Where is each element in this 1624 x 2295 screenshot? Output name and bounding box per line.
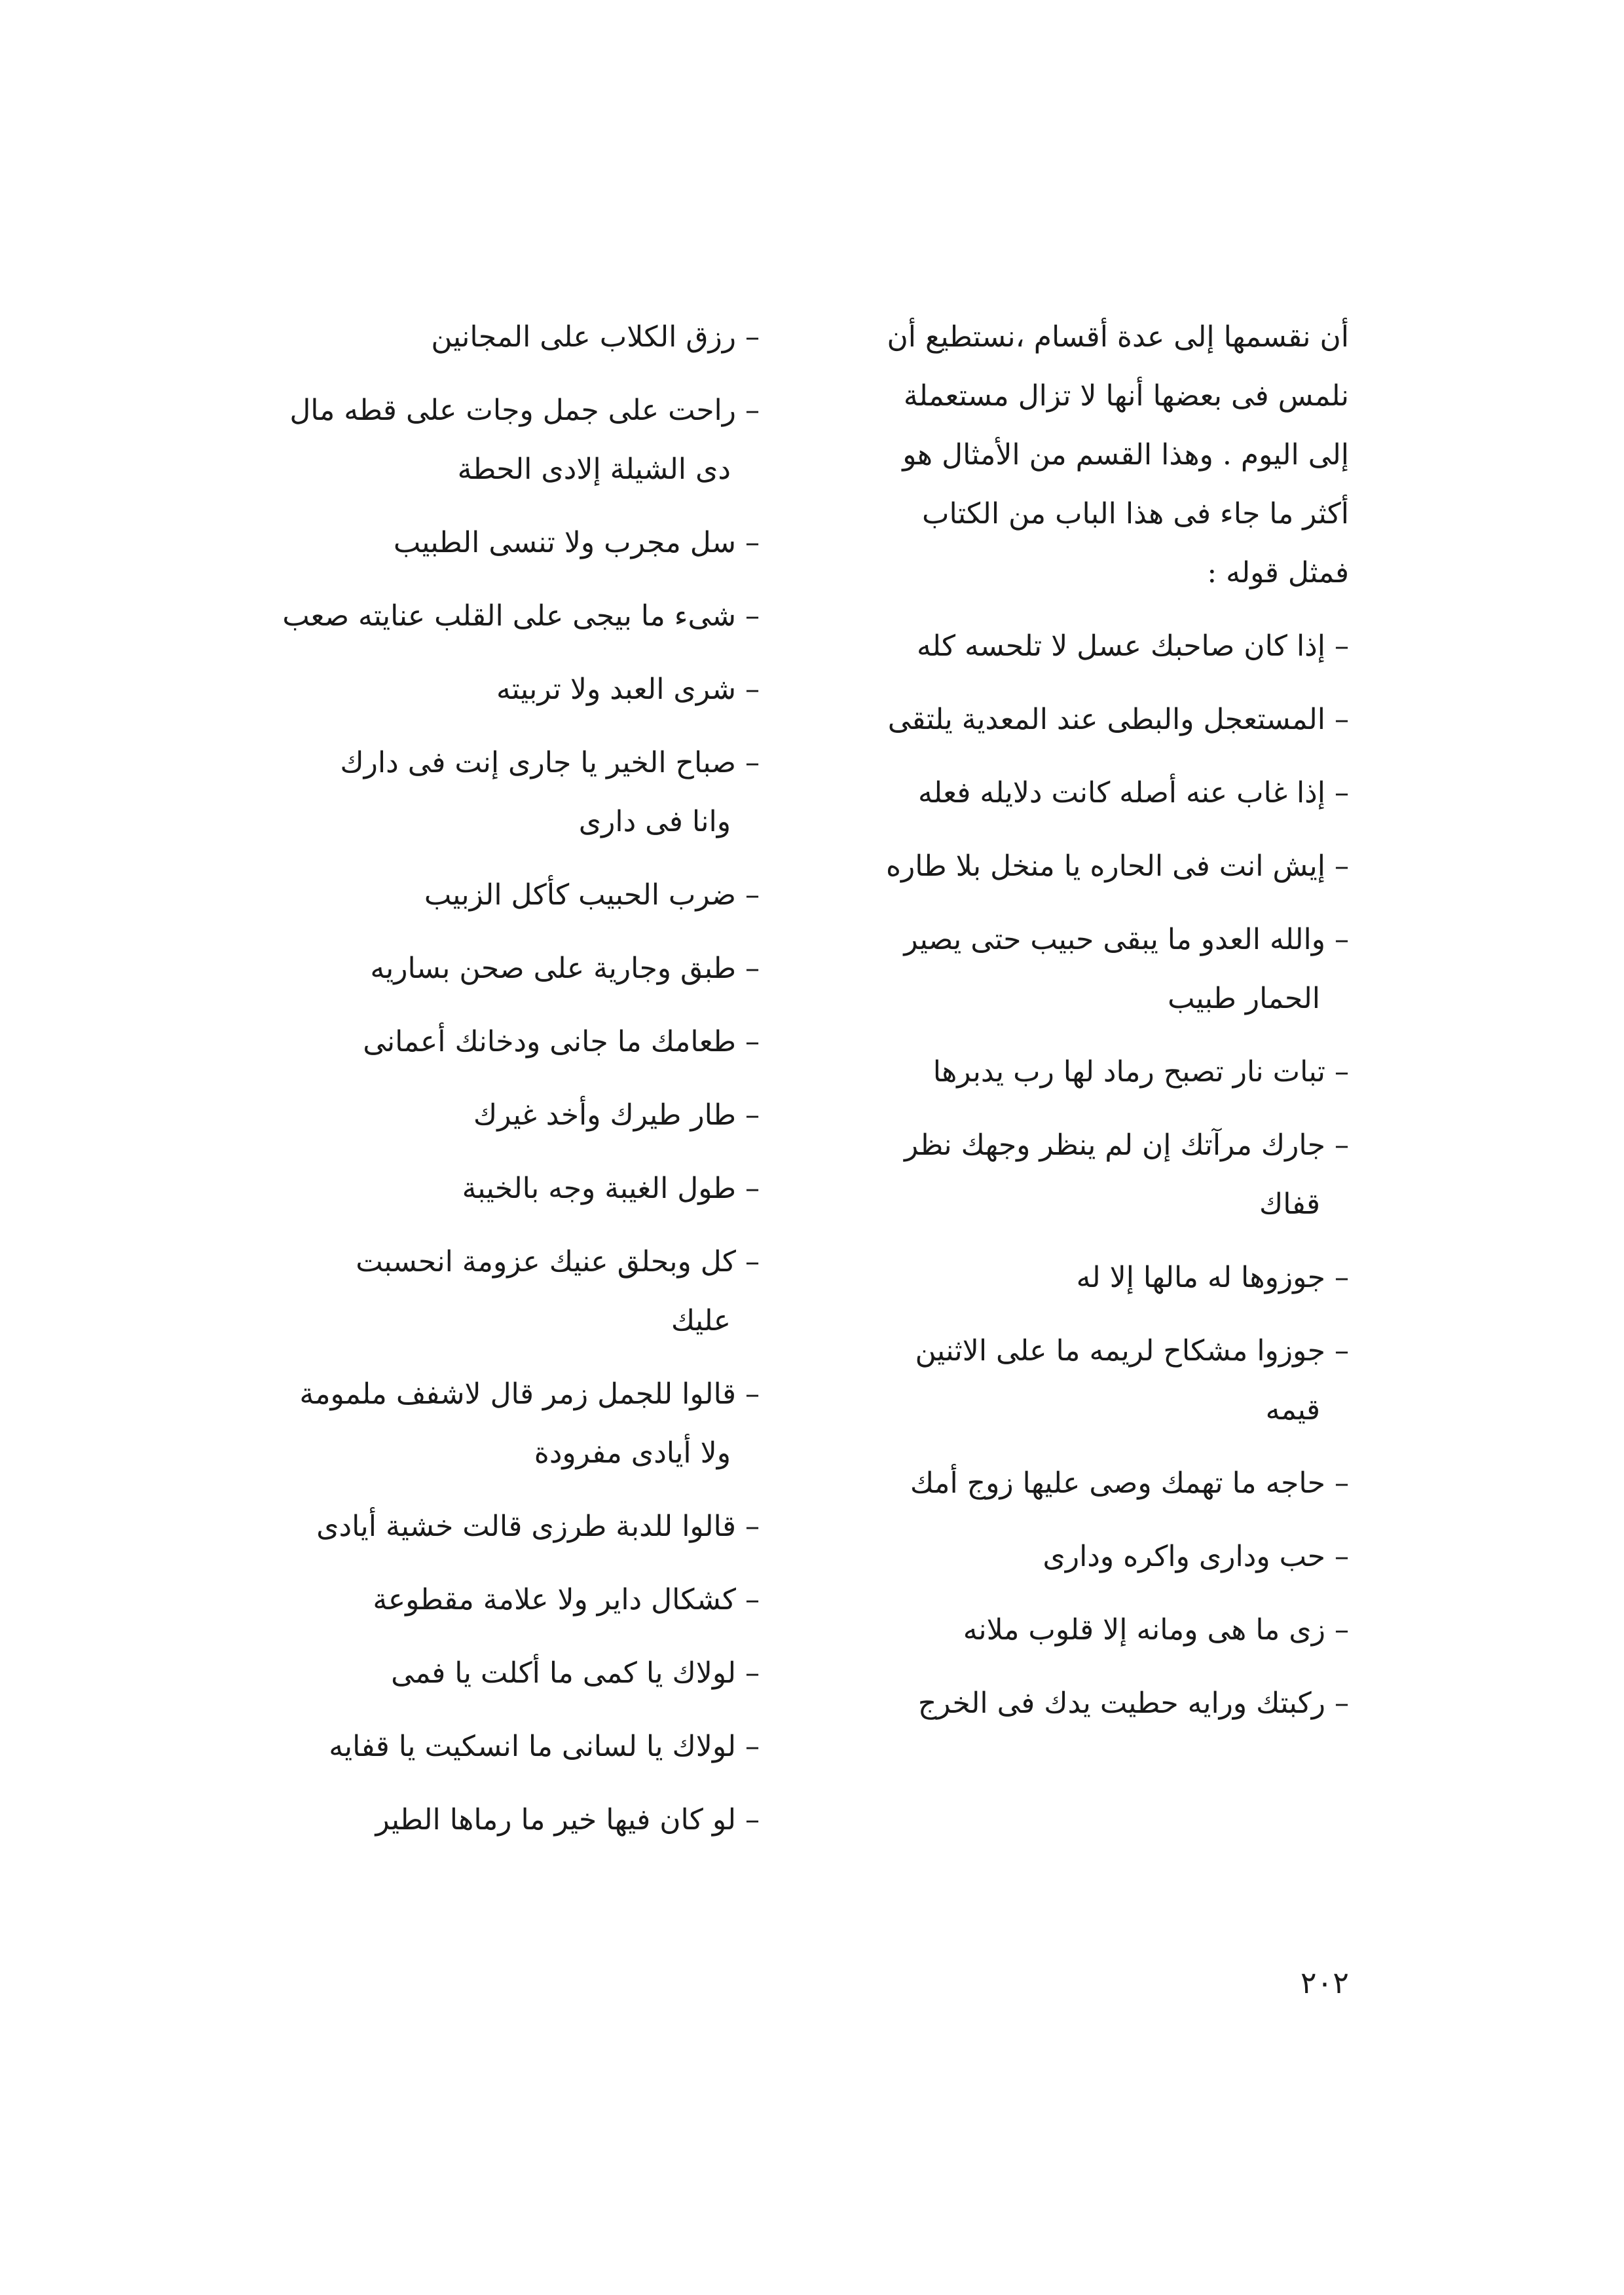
proverb-line: – طول الغيبة وجه بالخيبة	[157, 1159, 760, 1218]
proverb-line: قفاك	[1259, 1187, 1320, 1221]
proverb	[812, 1116, 1349, 1234]
proverb	[812, 1043, 1349, 1102]
intro-line: فمثل قوله :	[1207, 556, 1349, 589]
proverb-line: – لولاك يا كمى ما أكلت يا فمى	[157, 1644, 760, 1703]
proverb	[157, 1717, 760, 1776]
proverb	[157, 734, 760, 851]
proverb	[157, 1497, 760, 1556]
proverb-line: – صباح الخير يا جارى إنت فى دارك	[157, 734, 760, 793]
intro-line: أن نقسمها إلى عدة أقسام ،نستطيع أن	[887, 320, 1349, 354]
proverb-line: – إذا غاب عنه أصله كانت دلايله فعله	[812, 764, 1349, 823]
proverb	[157, 1791, 760, 1850]
proverb-line: – طبق وجارية على صحن بساريه	[157, 939, 760, 998]
proverb	[157, 1571, 760, 1630]
intro-line: أكثر ما جاء فى هذا الباب من الكتاب	[922, 497, 1349, 531]
proverb-line: قيمه	[1265, 1393, 1320, 1427]
proverb	[157, 1233, 760, 1351]
proverb	[812, 1454, 1349, 1513]
proverb	[157, 1159, 760, 1218]
proverb	[157, 513, 760, 572]
proverb	[812, 910, 1349, 1028]
proverb-line: – كشكال داير ولا علامة مقطوعة	[157, 1571, 760, 1630]
proverb	[157, 939, 760, 998]
proverb-line: – لو كان فيها خير ما رماها الطير	[157, 1791, 760, 1850]
proverb-line: ولا أيادى مفرودة	[534, 1436, 731, 1470]
proverb	[812, 1322, 1349, 1440]
proverb-line: – شىء ما بيجى على القلب عنايته صعب	[157, 587, 760, 646]
proverb	[157, 1365, 760, 1483]
proverb-line: عليك	[671, 1304, 731, 1337]
proverb-line: – زى ما هى ومانه إلا قلوب ملانه	[812, 1601, 1349, 1660]
proverb	[812, 1527, 1349, 1586]
proverb-line: – جوزوها له مالها إلا له	[812, 1248, 1349, 1307]
proverb-line: – راحت على جمل وجات على قطه مال	[157, 381, 760, 440]
proverb	[157, 660, 760, 719]
proverb	[157, 866, 760, 925]
intro-paragraph	[812, 308, 1349, 603]
proverb-line: – طعامك ما جانى ودخانك أعمانى	[157, 1013, 760, 1072]
proverb-line: – لولاك يا لسانى ما انسكيت يا قفايه	[157, 1717, 760, 1776]
right-column	[812, 308, 1349, 1747]
proverb	[157, 381, 760, 499]
intro-line: نلمس فى بعضها أنها لا تزال مستعملة	[903, 379, 1349, 413]
proverb-line: – سل مجرب ولا تنسى الطبيب	[157, 513, 760, 572]
proverb	[157, 1013, 760, 1072]
proverb	[157, 587, 760, 646]
page-number: ٢٠٢	[1300, 1965, 1349, 2000]
proverb-line: – ركبتك ورايه حطيت يدك فى الخرج	[812, 1674, 1349, 1733]
proverb-line: – جارك مرآتك إن لم ينظر وجهك نظر	[812, 1116, 1349, 1175]
proverb-line: دى الشيلة إلادى الحطة	[457, 453, 731, 486]
proverb-line: – شرى العبد ولا تربيته	[157, 660, 760, 719]
proverb-line: الحمار طبيب	[1168, 982, 1320, 1015]
left-column	[157, 308, 760, 1864]
proverb-line: – تبات نار تصبح رماد لها رب يدبرها	[812, 1043, 1349, 1102]
proverb-line: وانا فى دارى	[578, 805, 731, 838]
proverb-line: – حاجه ما تهمك وصى عليها زوج أمك	[812, 1454, 1349, 1513]
proverb-line: – حب ودارى واكره ودارى	[812, 1527, 1349, 1586]
proverb	[812, 617, 1349, 676]
proverb	[157, 1644, 760, 1703]
proverb-line: – طار طيرك وأخد غيرك	[157, 1086, 760, 1145]
proverb-line: – إذا كان صاحبك عسل لا تلحسه كله	[812, 617, 1349, 676]
proverb-line: – قالوا للدبة طرزى قالت خشية أيادى	[157, 1497, 760, 1556]
proverb	[812, 690, 1349, 749]
proverb-line: – رزق الكلاب على المجانين	[157, 308, 760, 367]
proverb-line: – والله العدو ما يبقى حبيب حتى يصير	[812, 910, 1349, 969]
proverb-line: – كل وبحلق عنيك عزومة انحسبت	[157, 1233, 760, 1292]
proverb	[812, 837, 1349, 896]
proverb-line: – قالوا للجمل زمر قال لاشفف ملمومة	[157, 1365, 760, 1424]
proverb	[157, 1086, 760, 1145]
proverb	[812, 1674, 1349, 1733]
proverb-line: – المستعجل والبطى عند المعدية يلتقى	[812, 690, 1349, 749]
proverb	[812, 1601, 1349, 1660]
proverb	[812, 1248, 1349, 1307]
proverb-line: – جوزوا مشكاح لريمه ما على الاثنين	[812, 1322, 1349, 1381]
proverb-line: – ضرب الحبيب كأكل الزبيب	[157, 866, 760, 925]
intro-line: إلى اليوم . وهذا القسم من الأمثال هو	[902, 438, 1349, 472]
proverb	[157, 308, 760, 367]
proverb	[812, 764, 1349, 823]
proverb-line: – إيش انت فى الحاره يا منخل بلا طاره	[812, 837, 1349, 896]
